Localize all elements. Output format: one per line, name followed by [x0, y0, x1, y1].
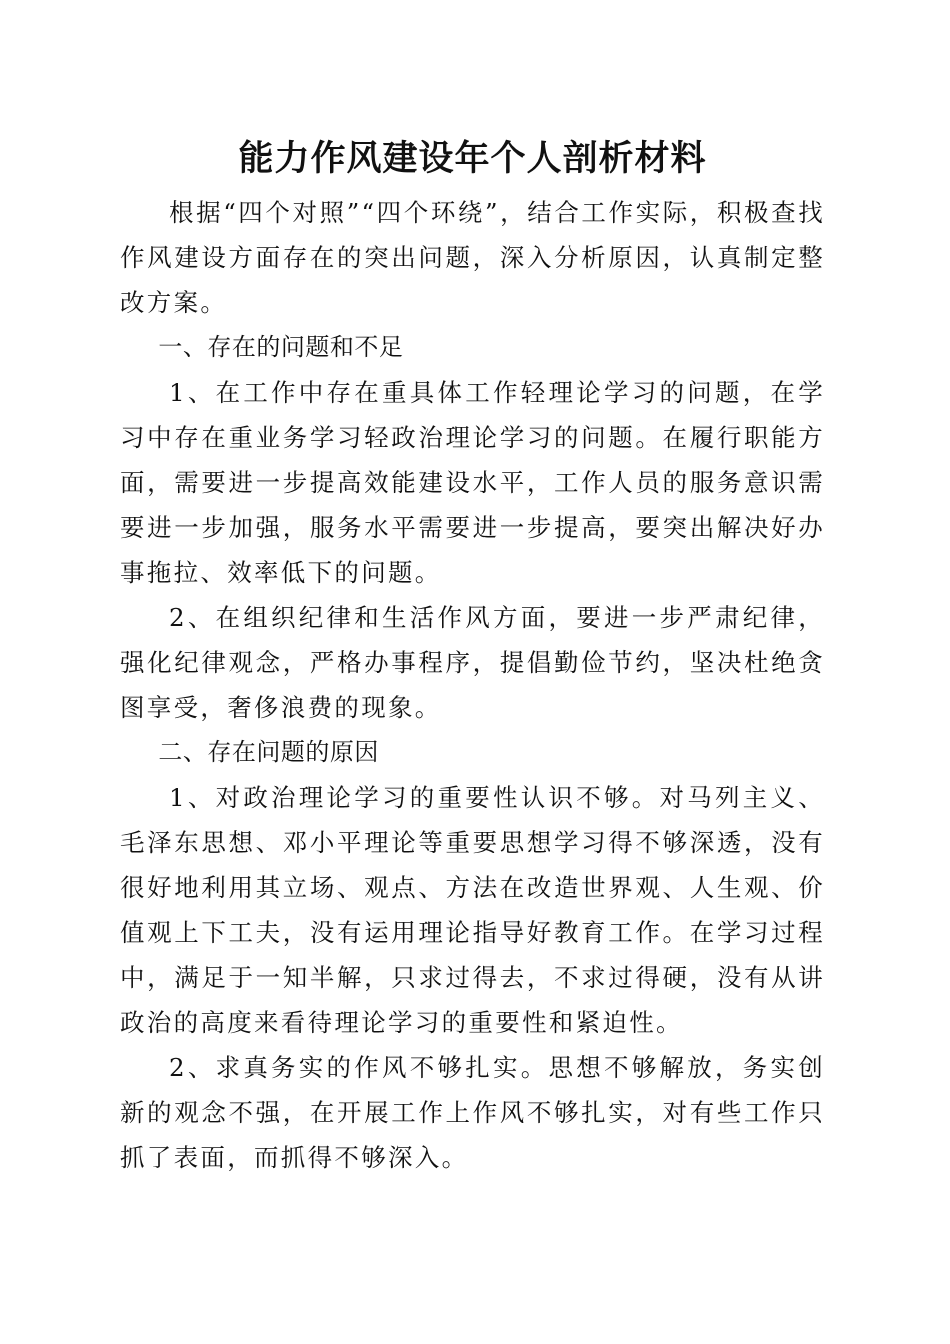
cause-paragraph-1: 1、对政治理论学习的重要性认识不够。对马列主义、毛泽东思想、邓小平理论等重要思想学习得不够深透，没有很好地利用其立场、观点、方法在改造世界观、人生观、价值观上下工夫，没有运用理论指导好教育工作。在学习过程中，满足于一知半解，只求过得去，不求过得硬，没有从讲政治的高度来看待理论学习的重要性和紧迫性。	[120, 783, 825, 1037]
cause-paragraph-2: 2、求真务实的作风不够扎实。思想不够解放，务实创新的观念不强，在开展工作上作风不够扎实，对有些工作只抓了表面，而抓得不够深入。	[120, 1053, 825, 1172]
document-title: 能力作风建设年个人剖析材料	[238, 138, 707, 179]
section-heading-problems: 一、存在的问题和不足	[158, 333, 404, 361]
problem-paragraph-1: 1、在工作中存在重具体工作轻理论学习的问题，在学习中存在重业务学习轻政治理论学习的问题。在履行职能方面，需要进一步提高效能建设水平，工作人员的服务意识需要进一步加强，服务水平需要进一步提高，要突出解决好办事拖拉、效率低下的问题。	[120, 378, 825, 587]
problem-paragraph-2: 2、在组织纪律和生活作风方面，要进一步严肃纪律，强化纪律观念，严格办事程序，提倡勤俭节约，坚决杜绝贪图享受，奢侈浪费的现象。	[120, 603, 825, 722]
document-page	[120, 128, 825, 1180]
intro-paragraph: 根据“四个对照”“四个环绕”，结合工作实际，积极查找作风建设方面存在的突出问题，深入分析原因，认真制定整改方案。	[120, 198, 825, 317]
section-heading-causes: 二、存在问题的原因	[158, 738, 379, 766]
